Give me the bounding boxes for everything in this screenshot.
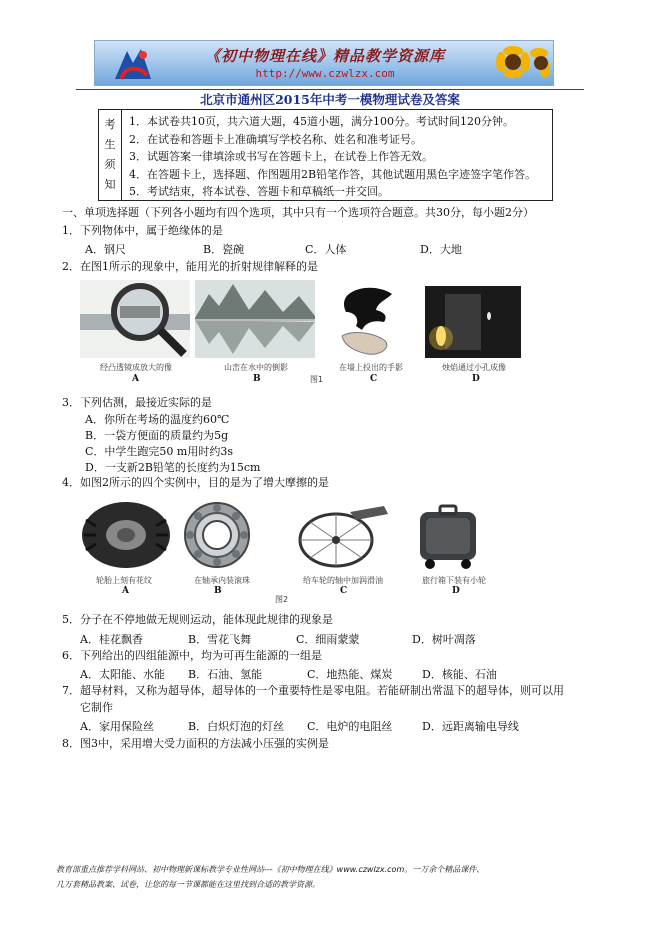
candle-flame-icon xyxy=(425,286,521,358)
question-8-stem: 8．图3中，采用增大受力面积的方法减小压强的实例是 xyxy=(62,737,329,750)
document-title: 北京市通州区2015年中考一模物理试卷及答案 xyxy=(200,92,460,107)
figure-1d-caption: 烛焰通过小孔成像 xyxy=(442,363,506,372)
question-3-option-b: B．一袋方便面的质量约为5g xyxy=(85,429,229,442)
notice-label-char: 生 xyxy=(104,138,116,151)
question-2-stem: 2．在图1所示的现象中，能用光的折射规律解释的是 xyxy=(62,260,318,273)
figure-2c-bicycle-wheel-image xyxy=(290,504,394,570)
question-7-option-c: C．电炉的电阻丝 xyxy=(307,720,393,733)
notice-label-char: 知 xyxy=(104,178,116,191)
figure-1-label: 图1 xyxy=(310,375,324,384)
figure-2-label: 图2 xyxy=(275,595,289,604)
notice-item: 5．考试结束，将本试卷、答题卡和草稿纸一并交回。 xyxy=(129,185,389,199)
question-1-option-d: D．大地 xyxy=(420,243,462,256)
notice-item: 3．试题答案一律填涂或书写在答题卡上，在试卷上作答无效。 xyxy=(129,150,433,164)
question-7-stem-line-1: 7．超导材料，又称为超导体，超导体的一个重要特性是零电阻。若能研制出常温下的超导体，则可以用 xyxy=(62,684,564,697)
question-5-option-a: A．桂花飘香 xyxy=(80,633,143,646)
suitcase-icon xyxy=(412,502,484,570)
mountain-reflection-icon xyxy=(195,280,315,358)
question-1-option-c: C．人体 xyxy=(305,243,347,256)
question-7-option-a: A．家用保险丝 xyxy=(80,720,154,733)
question-7-option-b: B．白炽灯泡的灯丝 xyxy=(188,720,285,733)
sunflower-image xyxy=(487,40,554,86)
hand-shadow-icon xyxy=(322,286,414,358)
figure-1a-magnifier-image xyxy=(80,280,190,358)
figure-2c-caption: 给车轮的轴中加润滑油 xyxy=(303,576,383,585)
notice-item: 4．在答题卡上，选择题、作图题用2B铅笔作答，其他试题用黑色字迹签字笔作答。 xyxy=(129,167,537,181)
page-footer xyxy=(56,862,616,892)
figure-1c-caption: 在墙上投出的手影 xyxy=(339,363,403,372)
question-6-option-b: B．石油、氢能 xyxy=(188,668,263,681)
figure-2b-bearing-image xyxy=(180,500,254,570)
figure-2d-label: D xyxy=(452,586,460,596)
question-4-stem: 4．如图2所示的四个实例中，目的是为了增大摩擦的是 xyxy=(62,476,329,489)
figure-2d-caption: 旅行箱下装有小轮 xyxy=(422,576,486,585)
question-5-option-d: D．树叶凋落 xyxy=(412,633,476,646)
question-6-option-c: C．地热能、煤炭 xyxy=(307,668,393,681)
footer-line: 几万套精品教案、试卷，让您的每一节课都能在这里找到合适的教学资源。 xyxy=(56,880,320,889)
question-5-option-b: B．雪花飞舞 xyxy=(188,633,252,646)
figure-1d-label: D xyxy=(472,374,480,384)
notice-label xyxy=(99,110,122,200)
notice-list xyxy=(129,113,549,201)
figure-1b-label: B xyxy=(253,374,261,384)
question-6-option-a: A．太阳能、水能 xyxy=(80,668,165,681)
candidate-notice-table xyxy=(98,109,553,201)
figure-1b-mountain-reflection-image xyxy=(195,280,315,358)
tire-icon xyxy=(78,500,174,570)
figure-2a-caption: 轮胎上刻有花纹 xyxy=(96,576,152,585)
footer-line: 教育部重点推荐学科网站、初中物理新课标教学专业性网站---《初中物理在线》www.czwlzx.com。一万余个精品课件、 xyxy=(56,865,485,874)
banner-title: 《初中物理在线》精品教学资源库 xyxy=(204,47,445,65)
figure-1a-caption: 经凸透镜成放大的像 xyxy=(100,363,172,372)
figure-2a-label: A xyxy=(122,586,129,596)
figure-1a-label: A xyxy=(132,374,139,384)
figure-2c-label: C xyxy=(340,586,348,596)
question-5-option-c: C．细雨蒙蒙 xyxy=(296,633,360,646)
question-7-stem-line-2: 它制作 xyxy=(80,701,113,714)
question-3-option-d: D．一支新2B铅笔的长度约为15cm xyxy=(85,461,261,474)
bicycle-wheel-icon xyxy=(290,504,394,570)
figure-1b-caption: 山峦在水中的倒影 xyxy=(224,363,288,372)
figure-2b-label: B xyxy=(214,586,222,596)
notice-item: 2．在试卷和答题卡上准确填写学校名称、姓名和准考证号。 xyxy=(129,132,422,146)
question-1-option-b: B．瓷碗 xyxy=(203,243,245,256)
question-3-option-c: C．中学生跑完50 m用时约3s xyxy=(85,445,233,458)
ball-bearing-icon xyxy=(180,500,254,570)
section-heading: 一、单项选择题（下列各小题均有四个选项，其中只有一个选项符合题意。共30分，每小题2分） xyxy=(62,206,534,219)
figure-2a-tire-image xyxy=(78,500,174,570)
question-7-option-d: D．远距离输电导线 xyxy=(422,720,519,733)
site-banner xyxy=(94,40,554,86)
question-6-option-d: D．核能、石油 xyxy=(422,668,497,681)
figure-1c-label: C xyxy=(370,374,378,384)
question-3-option-a: A．你所在考场的温度约60℃ xyxy=(85,413,230,426)
banner-url: http://www.czwlzx.com xyxy=(255,67,395,80)
figure-1d-pinhole-candle-image xyxy=(425,286,521,358)
question-5-stem: 5．分子在不停地做无规则运动，能体现此规律的现象是 xyxy=(62,613,333,626)
question-6-stem: 6．下列给出的四组能源中，均为可再生能源的一组是 xyxy=(62,649,322,662)
notice-item: 1．本试卷共10页，共六道大题，45道小题，满分100分。考试时间120分钟。 xyxy=(129,115,514,128)
figure-2d-suitcase-image xyxy=(412,502,484,570)
magnifier-icon xyxy=(80,280,190,358)
figure-2b-caption: 在轴承内装滚珠 xyxy=(194,576,250,585)
question-3-stem: 3．下列估测，最接近实际的是 xyxy=(62,396,212,409)
site-logo-icon xyxy=(107,45,159,83)
question-1-stem: 1．下列物体中，属于绝缘体的是 xyxy=(62,224,223,237)
notice-label-char: 须 xyxy=(104,158,116,171)
notice-label-char: 考 xyxy=(104,118,116,131)
question-1-option-a: A．钢尺 xyxy=(85,243,126,256)
figure-1c-hand-shadow-image xyxy=(322,286,414,358)
